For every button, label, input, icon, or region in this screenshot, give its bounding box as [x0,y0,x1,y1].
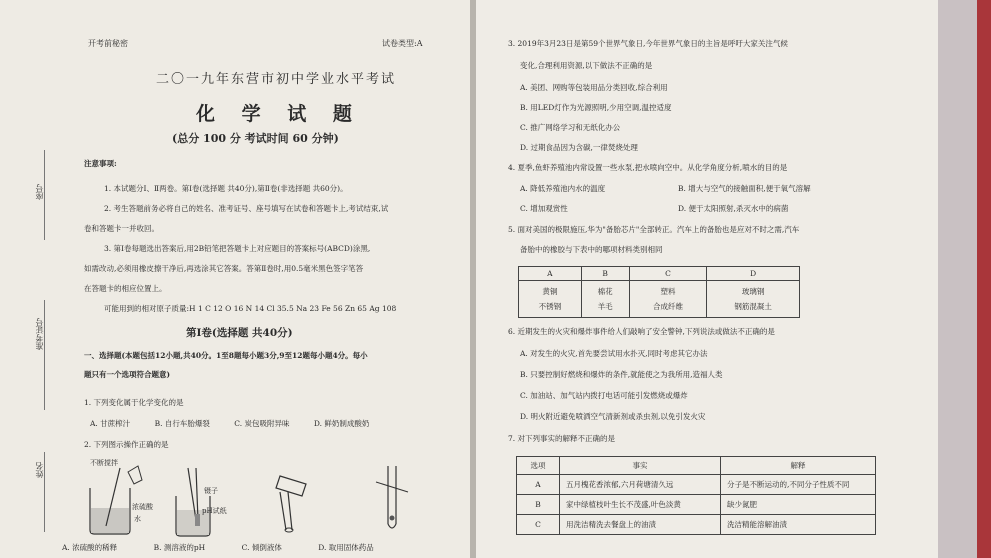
table-row [517,475,876,495]
note-3-end: 在答题卡的相应位置上。 [84,284,167,293]
note-1: 1. 本试题分Ⅰ、Ⅱ两卷。第Ⅰ卷(选择题 共40分),第Ⅱ卷(非选择题 共60分)。 [104,184,348,193]
q2-option-a: A. 浓硫酸的稀释 [62,543,118,552]
table-header: 解释 [721,457,876,475]
table-row [519,299,800,318]
section-instructions-cont: 题只有一个选项符合题意) [84,370,171,379]
q1-option-b: B. 自行车胎爆裂 [154,419,210,428]
question-6: 6. 近期发生的火灾和爆炸事件给人们敲响了安全警钟,下列说法或做法不正确的是 [508,327,775,336]
figure-d-solid [362,462,422,536]
label-conc-acid: 浓硫酸 [132,503,153,511]
table-row [519,281,800,300]
q3-option-b: B. 用LED灯作为光源照明,少用空调,温控适度 [520,103,672,112]
binding-line [44,300,45,410]
label-keep-stirring: 不断搅拌 [90,459,118,467]
q2-option-d: D. 取用固体药品 [318,543,374,552]
q4-option-d: D. 便于太阳照射,杀灭水中的病菌 [678,204,789,213]
table-header: 事实 [560,457,721,475]
table-cell: 五月槐花香浓郁,六月荷塘清久远 [560,475,721,495]
table-cell: 玻璃钢 [707,281,800,300]
table-cell: 钢筋混凝土 [707,299,800,318]
tweezers-icon [166,462,246,538]
table-cell: 分子是不断运动的,不同分子性质不同 [721,475,876,495]
table-cell: 塑料 [629,281,707,300]
table-header: D [707,267,800,281]
table-cell: 不锈钢 [519,299,582,318]
table-cell: 用洗洁精洗去餐盘上的油渍 [560,515,721,535]
red-cloth [977,0,991,558]
table-header: B [581,267,629,281]
question-4: 4. 夏季,鱼虾养殖池内常设置一些水泵,把水喷向空中。从化学角度分析,喷水的目的是 [508,163,788,172]
header-confidential: 开考前秘密 [88,39,128,48]
table-header-row [517,457,876,475]
side-label-seat: 座号 [35,184,44,200]
question-5-cont: 备胎中的橡胶与下表中的哪项材料类别相同 [520,245,663,254]
figure-b-ph [166,462,246,538]
q4-option-c: C. 增加观赏性 [520,204,568,213]
table-header: 选项 [517,457,560,475]
side-label-name: 姓名 [35,462,44,478]
table-cell: 棉花 [581,281,629,300]
table-cell: C [517,515,560,535]
question-7: 7. 对下列事实的解释不正确的是 [508,434,616,443]
table-cell: A [517,475,560,495]
note-2: 2. 考生答题前务必将自己的姓名、准考证号、座号填写在试卷和答题卡上,考试结束,试 [104,204,389,213]
score-info: (总分 100 分 考试时间 60 分钟) [172,132,339,145]
q3-option-d: D. 过期食品因为含碳,一律焚烧处理 [520,143,638,152]
q4-option-a: A. 降低养殖池内水的温度 [520,184,606,193]
label-tweezers: 镊子 [204,487,218,495]
question-1: 1. 下列变化属于化学变化的是 [84,398,184,407]
table-row [517,495,876,515]
note-3-cont: 如需改动,必须用橡皮擦干净后,再选涂其它答案。答第Ⅱ卷时,用0.5毫米黑色签字笔答 [84,264,364,273]
q2-option-c: C. 倾倒液体 [241,543,282,552]
side-label-admission: 准考证号 [35,318,44,350]
exam-title: 二〇一九年东营市初中学业水平考试 [156,72,397,87]
table-cell: 家中绿植枝叶生长不茂盛,叶色淡黄 [560,495,721,515]
table-cell: B [517,495,560,515]
question-3: 3. 2019年3月23日是第59个世界气象日,今年世界气象日的主旨是呼吁大家关注气候 [508,39,788,48]
q1-option-a: A. 甘蔗榨汁 [90,419,131,428]
q2-option-b: B. 测溶液的pH [153,543,206,552]
section-title: 第Ⅰ卷(选择题 共40分) [186,327,293,339]
q6-option-b: B. 只要控制好燃烧和爆炸的条件,就能使之为我所用,造福人类 [520,370,723,379]
label-ph-paper: pH试纸 [202,507,227,515]
q1-option-c: C. 炭包吸附异味 [234,419,290,428]
table-header: A [519,267,582,281]
table-cell: 洗洁精能溶解油渍 [721,515,876,535]
test-tube-icon [262,466,322,536]
q5-material-table [518,266,800,318]
figure-c-pouring [262,466,322,536]
left-page [0,0,470,558]
question-2: 2. 下列图示操作正确的是 [84,440,169,449]
test-tube-solid-icon [362,462,422,536]
subject-title: 化 学 试 题 [196,103,362,125]
table-cell: 合成纤维 [629,299,707,318]
background-edge [938,0,991,558]
q4-option-b: B. 增大与空气的接触面积,便于氧气溶解 [678,184,811,193]
q1-option-d: D. 鲜奶制成酸奶 [313,419,370,428]
atomic-mass-line: 可能用到的相对原子质量:H 1 C 12 O 16 N 14 Cl 35.5 Na 23 Fe 56 Zn 65 Ag 108 [104,304,397,313]
notice-heading: 注意事项: [84,159,117,168]
table-header: C [629,267,707,281]
section-instructions: 一、选择题(本题包括12小题,共40分。1至8题每小题3分,9至12题每小题4分。每小 [84,351,368,360]
q3-option-c: C. 推广网络学习和无纸化办公 [520,123,621,132]
q6-option-c: C. 加油站、加气站内拨打电话可能引发燃烧或爆炸 [520,391,688,400]
q6-option-a: A. 对发生的火灾,首先要尝试用水扑灭,同时考虑其它办法 [520,349,708,358]
table-cell: 缺少氮肥 [721,495,876,515]
right-page [476,0,938,558]
figure-a-dilution [76,458,156,536]
question-3-cont: 变化,合理利用资源,以下做法不正确的是 [520,61,653,70]
q6-option-d: D. 明火附近避免喷洒空气清新剂或杀虫剂,以免引发火灾 [520,412,706,421]
table-row [517,515,876,535]
question-1-options [90,418,391,429]
question-5: 5. 面对美国的极限施压,华为"备胎芯片"全部转正。汽车上的备胎也是应对不时之需,汽车 [508,225,800,234]
label-water: 水 [134,515,141,523]
table-cell: 黄铜 [519,281,582,300]
note-2-cont: 卷和答题卡一并收回。 [84,224,159,233]
table-cell: 羊毛 [581,299,629,318]
question-2-options [62,542,396,553]
header-paper-type: 试卷类型:A [382,39,423,48]
table-header-row [519,267,800,281]
q7-explanation-table [516,456,876,535]
note-3: 3. 第Ⅰ卷每题选出答案后,用2B铅笔把答题卡上对应题目的答案标号(ABCD)涂黑, [104,244,371,253]
q3-option-a: A. 美团、网购等包装用品分类回收,综合利用 [520,83,668,92]
beaker-icon [76,458,156,536]
